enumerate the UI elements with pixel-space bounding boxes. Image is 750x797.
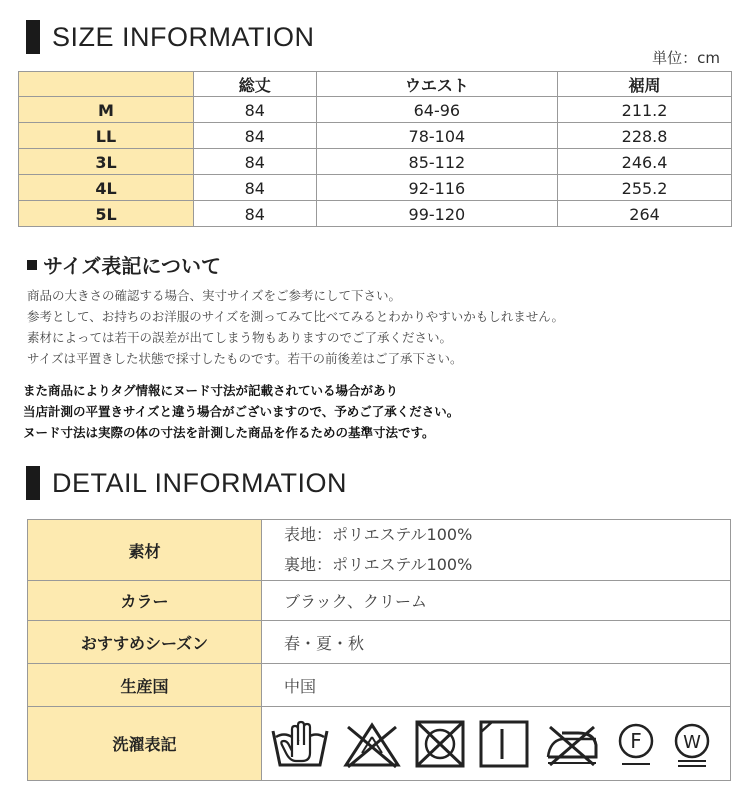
- notes-title-text: サイズ表記について: [43, 254, 221, 278]
- detail-section-title: DETAIL INFORMATION: [52, 467, 348, 498]
- size-section-header: [26, 20, 315, 54]
- table-row: [19, 97, 732, 123]
- section-bar: [26, 466, 40, 500]
- material-lining: 裏地：ポリエステル100%: [284, 555, 473, 574]
- table-cell: 99-120: [316, 201, 557, 227]
- size-table: [18, 71, 732, 227]
- bullet-square: [27, 260, 37, 270]
- table-cell: 211.2: [558, 97, 732, 123]
- column-header: 総丈: [194, 72, 317, 97]
- size-label: 4L: [19, 175, 194, 201]
- table-cell: 84: [194, 149, 317, 175]
- notes-title: [27, 250, 221, 279]
- note-line: サイズは平置きした状態で採寸したものです。若干の前後差はご了承下さい。: [27, 351, 463, 366]
- note-bold-line: ヌード寸法は実際の体の寸法を計測した商品を作るための基準寸法です。: [23, 425, 435, 440]
- care-icons: [270, 719, 730, 769]
- table-row: [28, 520, 731, 581]
- hand-wash-icon: [270, 719, 330, 769]
- wet-clean-w-icon: [670, 719, 714, 769]
- do-not-tumble-dry-icon: [414, 719, 466, 769]
- detail-table: [27, 519, 731, 781]
- table-cell: 78-104: [316, 123, 557, 149]
- size-label: LL: [19, 123, 194, 149]
- table-row: [19, 149, 732, 175]
- note-line: 商品の大きさの確認する場合、実寸サイズをご参考にして下さい。: [27, 288, 402, 303]
- table-row: [28, 664, 731, 707]
- detail-label: 素材: [28, 520, 262, 581]
- detail-value: [262, 520, 731, 581]
- table-cell: 92-116: [316, 175, 557, 201]
- detail-label: 生産国: [28, 664, 262, 707]
- size-label: M: [19, 97, 194, 123]
- dry-clean-f-icon: [614, 719, 658, 769]
- do-not-bleach-icon: [342, 719, 402, 769]
- table-row: [19, 201, 732, 227]
- table-cell: 85-112: [316, 149, 557, 175]
- wet-clean-letter: W: [683, 731, 701, 753]
- detail-label: カラー: [28, 581, 262, 621]
- detail-value: 中国: [262, 664, 731, 707]
- table-corner: [19, 72, 194, 97]
- notes-bold-body: [23, 380, 459, 443]
- iron-low-icon: [542, 719, 602, 769]
- detail-value: 春・夏・秋: [262, 621, 731, 664]
- material-outer: 表地：ポリエステル100%: [284, 525, 473, 544]
- table-cell: 246.4: [558, 149, 732, 175]
- section-bar: [26, 20, 40, 54]
- table-row: [28, 621, 731, 664]
- dry-clean-letter: F: [630, 728, 642, 753]
- table-cell: 228.8: [558, 123, 732, 149]
- size-label: 3L: [19, 149, 194, 175]
- note-line: 素材によっては若干の誤差が出てしまう物もありますのでご了承ください。: [27, 330, 453, 345]
- note-bold-line: 当店計測の平置きサイズと違う場合がございますので、予めご了承ください。: [23, 404, 460, 419]
- detail-value: ブラック、クリーム: [262, 581, 731, 621]
- table-cell: 64-96: [316, 97, 557, 123]
- table-cell: 264: [558, 201, 732, 227]
- table-row: [19, 175, 732, 201]
- detail-label: 洗濯表記: [28, 707, 262, 781]
- size-section-title: SIZE INFORMATION: [52, 21, 315, 52]
- table-cell: 84: [194, 175, 317, 201]
- care-icons-cell: [262, 707, 731, 781]
- line-dry-icon: [478, 719, 530, 769]
- table-row: [28, 581, 731, 621]
- table-row: [19, 123, 732, 149]
- table-cell: 84: [194, 201, 317, 227]
- table-cell: 255.2: [558, 175, 732, 201]
- table-cell: 84: [194, 97, 317, 123]
- table-row: [28, 707, 731, 781]
- detail-label: おすすめシーズン: [28, 621, 262, 664]
- size-label: 5L: [19, 201, 194, 227]
- notes-body: [27, 285, 564, 369]
- column-header: 裾周: [558, 72, 732, 97]
- note-bold-line: また商品によりタグ情報にヌード寸法が記載されている場合があり: [23, 383, 399, 398]
- detail-section-header: [26, 466, 347, 500]
- column-header: ウエスト: [316, 72, 557, 97]
- table-cell: 84: [194, 123, 317, 149]
- note-line: 参考として、お持ちのお洋服のサイズを測ってみて比べてみるとわかりやすいかもしれません。: [27, 309, 565, 324]
- unit-note: 単位：cm: [652, 49, 720, 67]
